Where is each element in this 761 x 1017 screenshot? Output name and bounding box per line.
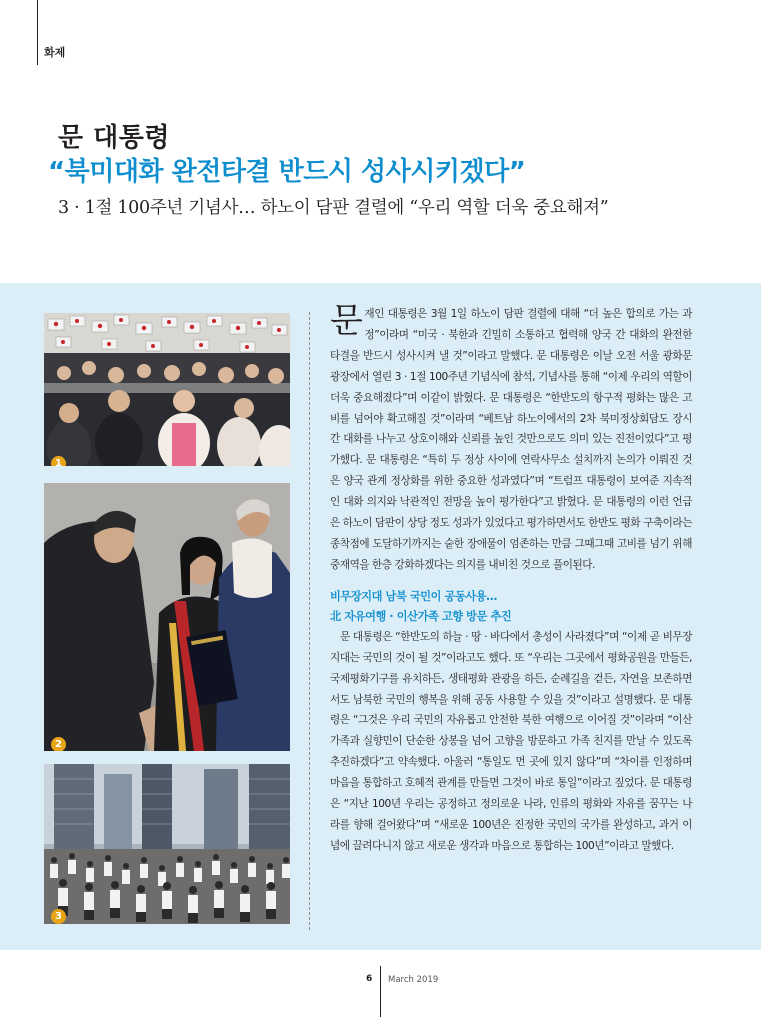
footer-rule bbox=[380, 966, 381, 1017]
dropcap: 문 bbox=[330, 301, 363, 341]
column-divider bbox=[309, 312, 310, 930]
paragraph-text: 재인 대통령은 3월 1일 하노이 담판 결렬에 대해 “더 높은 합의로 가는 과정”이라며 “미국 · 북한과 긴밀히 소통하고 협력해 양국 간 대화의 완전한 타결을 반드시 성사시켜 낼 것”이라고 말했다. 문 대통령은 이날 오전 서울 광화문광장에서 열린 3 · 1절 100주년 기념식에 참석, 기념사를 통해 “이제 우리의 역할이 더욱 중요해졌다”며 이같이 밝혔다. 문 대통령은 “한반도의 항구적 평화는 많은 고비를 넘어야 확고해질 것”이라며 “베트남 하노이에서의 2차 북미정상회담도 장시간 대화를 나누고 상호이해와 신뢰를 높인 것만으로도 의미 있는 진전이었다”고 평가했다. 문 대통령은 “특히 두 정상 사이에 연락사무소 설치까지 논의가 이뤄진 것은 양국 관계 정상화를 위한 중요한 성과였다”며 “트럼프 대통령이 보여준 지속적인 대화 의지와 낙관적인 전망을 높이 평가한다”고 밝혔다. 문 대통령의 이런 언급은 하노이 담판이 상당 정도 성과가 있었다고 평가하면서도 한반도 평화 구축이라는 종착점에 도달하기까지는 숱한 장애물이 엄존하는 만큼 그때그때 고비를 넘기 위해 중재역을 한층 강화하겠다는 의지를 내비친 것으로 풀이된다. bbox=[330, 308, 692, 571]
subhead-line-2: 北 자유여행 · 이산가족 고향 방문 추진 bbox=[330, 609, 512, 623]
photo-number-badge: 1 bbox=[51, 456, 66, 466]
article-paragraph-2: 문 대통령은 “한반도의 하늘 · 땅 · 바다에서 총성이 사라졌다”며 “이제 곧 비무장지대는 국민의 것이 될 것”이라고도 했다. 또 “우리는 그곳에서 평화공원을 만들든, 국제평화기구를 유치하든, 생태평화 관광을 하든, 순례길을 걷든, 자연을 보존하면서도 남북한 국민의 행복을 위해 공동 사용할 수 있을 것”이라고 설명했다. 문 대통령은 “그것은 우리 국민의 자유롭고 안전한 북한 여행으로 이어질 것”이라며 “이산가족과 실향민이 단순한 상봉을 넘어 고향을 방문하고 가족 친지를 만날 수 있도록 추진하겠다”고 약속했다. 아울러 “통일도 먼 곳에 있지 않다”며 “차이를 인정하며 마음을 통합하고 호혜적 관계를 만들면 그것이 바로 통일”이라고 짚었다. 문 대통령은 “지난 100년 우리는 공정하고 정의로운 나라, 인류의 평화와 자유를 꿈꾸는 나라를 향해 걸어왔다”며 “새로운 100년은 진정한 국민의 국가를 완성하고, 과거 이념에 끌려다니지 않고 새로운 생각과 마음으로 통합하는 100년”이라고 말했다. bbox=[330, 630, 692, 852]
page-number: 6 bbox=[366, 974, 373, 984]
headline-subtitle: 3 · 1절 100주년 기념사… 하노이 담판 결렬에 “우리 역할 더욱 중요해져” bbox=[58, 198, 609, 218]
issue-date: March 2019 bbox=[388, 975, 439, 985]
article-paragraph-1 bbox=[330, 301, 692, 576]
header-rule bbox=[37, 0, 38, 65]
article-subhead bbox=[330, 587, 692, 627]
headline-kicker: 문 대통령 bbox=[58, 123, 171, 153]
article-body bbox=[330, 301, 692, 857]
photo-number-badge: 2 bbox=[51, 737, 66, 751]
headline bbox=[48, 122, 728, 222]
subhead-line-1: 비무장지대 남북 국민이 공동사용… bbox=[330, 589, 497, 603]
headline-title: “북미대화 완전타결 반드시 성사시키겠다” bbox=[48, 157, 526, 187]
photo-number-badge: 3 bbox=[51, 909, 66, 924]
section-tag: 화제 bbox=[44, 46, 66, 59]
award-ceremony-photo bbox=[44, 483, 290, 751]
street-crowd-photo bbox=[44, 764, 290, 924]
crowd-waving-flags-photo bbox=[44, 313, 290, 466]
